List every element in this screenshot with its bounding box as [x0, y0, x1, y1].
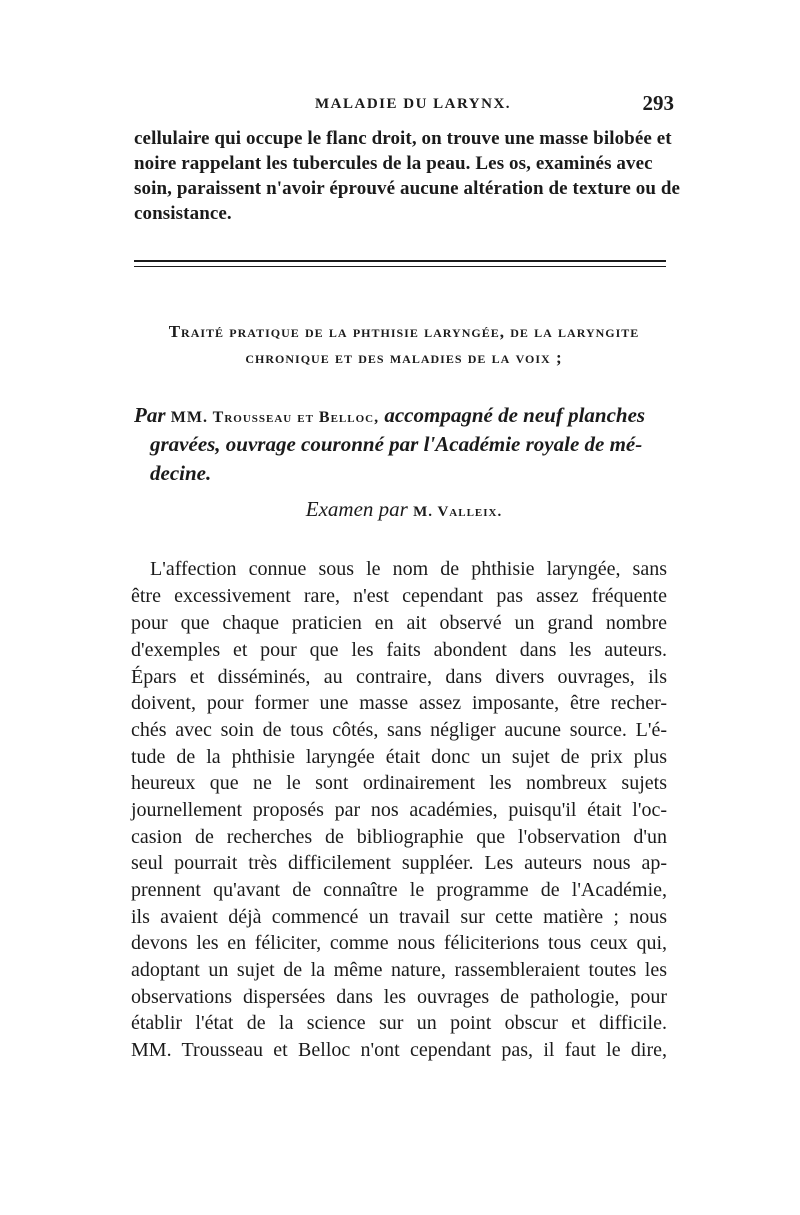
body-line: doivent, pour former une masse assez imposante, être recher-	[131, 692, 667, 714]
body-line: adoptant un sujet de la même nature, rassembleraient toutes les	[131, 959, 667, 981]
review-title-line: chronique et des maladies de la voix ;	[245, 348, 563, 367]
examen-reviewer: M. Valleix.	[413, 504, 503, 520]
page-header	[134, 91, 674, 120]
section-divider-top	[134, 260, 666, 262]
body-line: tude de la phthisie laryngée était donc un sujet de prix plus	[131, 746, 667, 768]
body-line: prennent qu'avant de connaître le programme de l'Académie,	[131, 879, 667, 901]
body-line: MM. Trousseau et Belloc n'ont cependant pas, il faut le dire,	[131, 1039, 667, 1061]
previous-paragraph-line: consistance.	[134, 203, 232, 224]
byline-rest: accompagné de neuf planches	[379, 403, 646, 427]
body-line: chés avec soin de tous côtés, sans négliger aucune source. L'é-	[131, 719, 667, 741]
review-examen	[134, 497, 674, 522]
body-line: d'exemples et pour que les faits abondent dans les auteurs.	[131, 639, 667, 661]
previous-paragraph-line: noire rappelant les tubercules de la peau. Les os, examinés avec	[134, 153, 653, 174]
byline-prefix: Par	[134, 403, 171, 427]
body-line: heureux que ne le sont ordinairement les nombreux sujets	[131, 772, 667, 794]
page-number: 293	[642, 91, 674, 115]
review-byline-line: decine.	[150, 461, 212, 485]
body-line: seul pourrait très difficilement suppléer. Les auteurs nous ap-	[131, 852, 667, 874]
section-divider-bottom	[134, 266, 666, 267]
review-title-line: Traité pratique de la phthisie laryngée, de la laryngite	[168, 322, 640, 341]
body-line: établir l'état de la science sur un point obscur et difficile.	[131, 1012, 667, 1034]
body-line: observations dispersées dans les ouvrages de pathologie, pour	[131, 986, 667, 1008]
body-line: être excessivement rare, n'est cependant pas assez fréquente	[131, 585, 667, 607]
running-title: MALADIE DU LARYNX.	[315, 96, 512, 112]
body-line: pour que chaque praticien en ait observé un grand nombre	[131, 612, 667, 634]
previous-paragraph-line: soin, paraissent n'avoir éprouvé aucune altération de texture ou de	[134, 178, 681, 199]
examen-prefix: Examen par	[305, 497, 414, 521]
body-line: journellement proposés par nos académies, puisqu'il était l'oc-	[131, 799, 667, 821]
body-line: devons les en féliciter, comme nous féliciterions tous ceux qui,	[131, 932, 667, 954]
body-line: ils avaient déjà commencé un travail sur cette matière ; nous	[131, 906, 667, 928]
body-line: L'affection connue sous le nom de phthisie laryngée, sans	[150, 558, 667, 580]
review-byline-line: gravées, ouvrage couronné par l'Académie royale de mé-	[150, 432, 643, 456]
body-line: casion de recherches de bibliographie que l'observation d'un	[131, 826, 667, 848]
review-byline	[134, 403, 645, 428]
body-line: Épars et disséminés, au contraire, dans divers ouvrages, ils	[131, 666, 667, 688]
byline-authors: MM. Trousseau et Belloc,	[170, 409, 380, 426]
previous-paragraph-line: cellulaire qui occupe le flanc droit, on trouve une masse bilobée et	[134, 128, 672, 149]
